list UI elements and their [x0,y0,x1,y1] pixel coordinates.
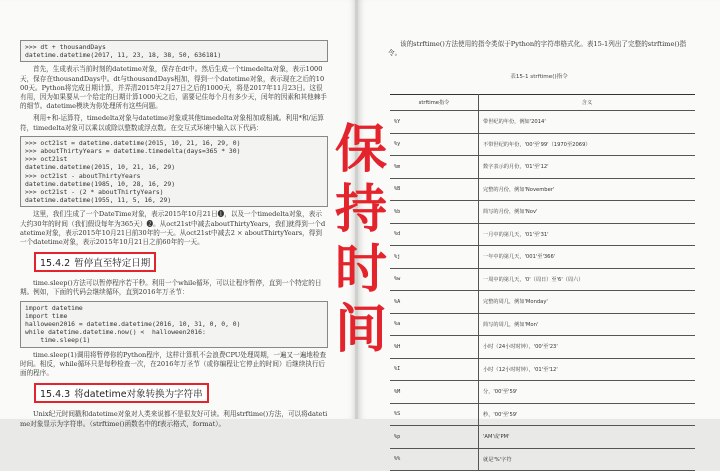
overlay-char: 间 [334,300,387,360]
code-line: >>> oct21st = datetime.datetime(2015, 10, 21, 16, 29, 0) [25,138,241,147]
code-block-1 [20,40,328,62]
code-line: while datetime.datetime.now() < halloween2016: [25,328,206,337]
code-line: >>> aboutThirtyYears = datetime.timedelta(days=365 * 30) [25,147,241,156]
table-row [390,268,695,291]
paragraph: time.sleep(1)调用将暂停你的Python程序，这样计算机不会浪费CPU处理周期，一遍又一遍地检查时间。相反，while循环只是每秒检查一次，在2016年万圣节（或你编程让它停止的时间）后继续执行后面的程序。 [20,350,327,378]
code-line: datetime.datetime(2017, 11, 23, 18, 38, 50, 636181) [25,51,222,60]
section-heading-15-4-3 [34,383,209,403]
table-row [390,246,695,269]
meaning-cell: 秒，'00'至'59' [479,403,696,426]
meaning-cell: 小时（24小时时钟），'00'至'23' [479,336,696,359]
table-row [390,426,695,449]
section-title: 暂停直至特定日期 [74,258,151,270]
directive-cell: %j [390,246,479,269]
overlay-char: 保 [334,120,387,180]
section-number: 15.4.2 [40,258,71,270]
paragraph: Unix纪元时间戳和datetime对象对人类来说都不是很友好可读。利用strftime()方法，可以将datetime对象显示为字符串。（strftime()函数名中的f表示格式，format）。 [20,410,328,428]
meaning-cell: 'AM'或'PM' [479,426,696,449]
table-row [390,111,695,134]
meaning-cell: 一年中的第几天，'001'至'366' [479,246,696,269]
table-caption: 表15-1 strftime()指令 [510,74,568,81]
meaning-cell: 数字表示的月份，'01'至'12' [479,156,696,179]
section-number: 15.4.3 [40,389,71,401]
meaning-cell: 就是'%'字符 [479,448,696,471]
meaning-cell: 分，'00'至'59' [479,381,696,404]
code-block-2 [20,136,328,208]
paragraph: time.sleep()方法可以暂停程序若干秒。利用一个while循环，可以让程序暂停，直到一个特定的日期。例如，下面的代码会继续循环，直到2016年万圣节： [20,279,322,297]
directive-cell: %I [390,358,479,381]
directive-cell: %H [390,336,479,359]
meaning-cell: 完整的周几，例如'Monday' [479,291,696,314]
table-row [390,178,695,201]
meaning-cell: 不带世纪的年份，'00'至'99'（1970至2069） [479,133,696,156]
table-row [390,381,695,404]
intro-paragraph: 该的strftime()方法使用的指令类似于Python的字符串格式化。表15-1列出了完整的strftime()指令。 [388,40,687,58]
section-title: 将datetime对象转换为字符串 [74,389,203,401]
paragraph: 这里，我们生成了一个DateTime对象，表示2015年10月21日❶，以及一个timedelta对象，表示大约30年的时间（我们假设每年为365天）❷。从oct21st中减去aboutThirtyYears，我们就得到一个datetime对象，表示2015年10月21日前30年的一天。从oct21st中减去2 × aboutThirtyYears，得到一个datetime对象，表示2015年10月21日之前60年的一天。 [20,210,326,247]
directive-cell: %A [390,291,479,314]
directive-cell: %y [390,133,479,156]
directive-cell: %p [390,426,479,449]
code-line: >>> oct21st - (2 * aboutThirtyYears) [25,188,164,197]
table-row [390,291,695,314]
directive-cell: %% [390,448,479,471]
meaning-cell: 一月中的第几天，'01'至'31' [479,223,696,246]
code-line: >>> dt + thousandDays [25,43,106,51]
code-block-3 [20,301,328,348]
overlay-caption [326,120,396,360]
meaning-cell: 简写的周几，例如'Mon' [479,313,696,336]
column-header: strftime指令 [390,95,479,111]
column-header: 含义 [479,95,696,111]
meaning-cell: 完整的月份，例如'November' [479,178,696,201]
table-row [390,313,695,336]
directive-cell: %S [390,403,479,426]
directive-cell: %d [390,223,479,246]
strftime-table [390,94,695,471]
meaning-cell: 简写的月份，例如'Nov' [479,201,696,224]
meaning-cell: 小时（12小时时钟），'01'至'12' [479,358,696,381]
directive-cell: %a [390,313,479,336]
directive-cell: %b [390,201,479,224]
table-row [390,403,695,426]
overlay-char: 时 [334,240,387,300]
overlay-char: 持 [334,180,387,240]
table-row [390,336,695,359]
code-line: import datetime [25,303,83,312]
table-row [390,201,695,224]
meaning-cell: 一周中的第几天，'0'（周日）至'6'（周六） [479,268,696,291]
paragraph: 首先，生成表示当前时刻的datetime对象，保存在dt中。然后生成一个timedelta对象，表示1000天，保存在thousandDays中。dt与thousandDays相加，得到一个datetime对象，表示现在之后的1000天。Python将完成日期计算，并弄清2015年2月27日之后的1000天，将是2017年11月23日。这很有用，因为如果要从一个给定的日期计算1000天之后，需要记住每个月有多少天，闰年的因素和其他棘手的细节。datetime模块为你处理所有这些问题。 [20,65,327,111]
directive-cell: %B [390,178,479,201]
table-row [390,156,695,179]
directive-cell: %M [390,381,479,404]
code-line: halloween2016 = datetime.datetime(2016, 10, 31, 0, 0, 0) [25,320,241,329]
right-book-page [358,0,720,463]
section-heading-15-4-2 [34,252,156,272]
directive-cell: %m [390,156,479,179]
table-row [390,133,695,156]
left-book-page [0,0,356,428]
table-header-row [390,95,695,111]
directive-cell: %w [390,268,479,291]
code-line: datetime.datetime(1985, 10, 28, 16, 29) [25,179,176,188]
code-line: import time [25,311,68,320]
directive-cell: %Y [390,111,479,134]
code-line: time.sleep(1) [25,336,91,345]
meaning-cell: 带世纪的年份，例如'2014' [479,111,696,134]
code-line: >>> oct21st [25,155,68,164]
code-line: >>> oct21st - aboutThirtyYears [25,171,141,180]
code-line: datetime.datetime(2015, 10, 21, 16, 29) [25,163,176,172]
code-line: datetime.datetime(1955, 11, 5, 16, 29) [25,196,172,205]
table-row [390,448,695,471]
table-row [390,358,695,381]
paragraph: 利用+和-运算符，timedelta对象与datetime对象或其他timedelta对象相加或相减。利用*和/运算符，timedelta对象可以乘以或除以整数或浮点数。在交互式环境中输入以下代码： [20,114,324,132]
table-row [390,223,695,246]
